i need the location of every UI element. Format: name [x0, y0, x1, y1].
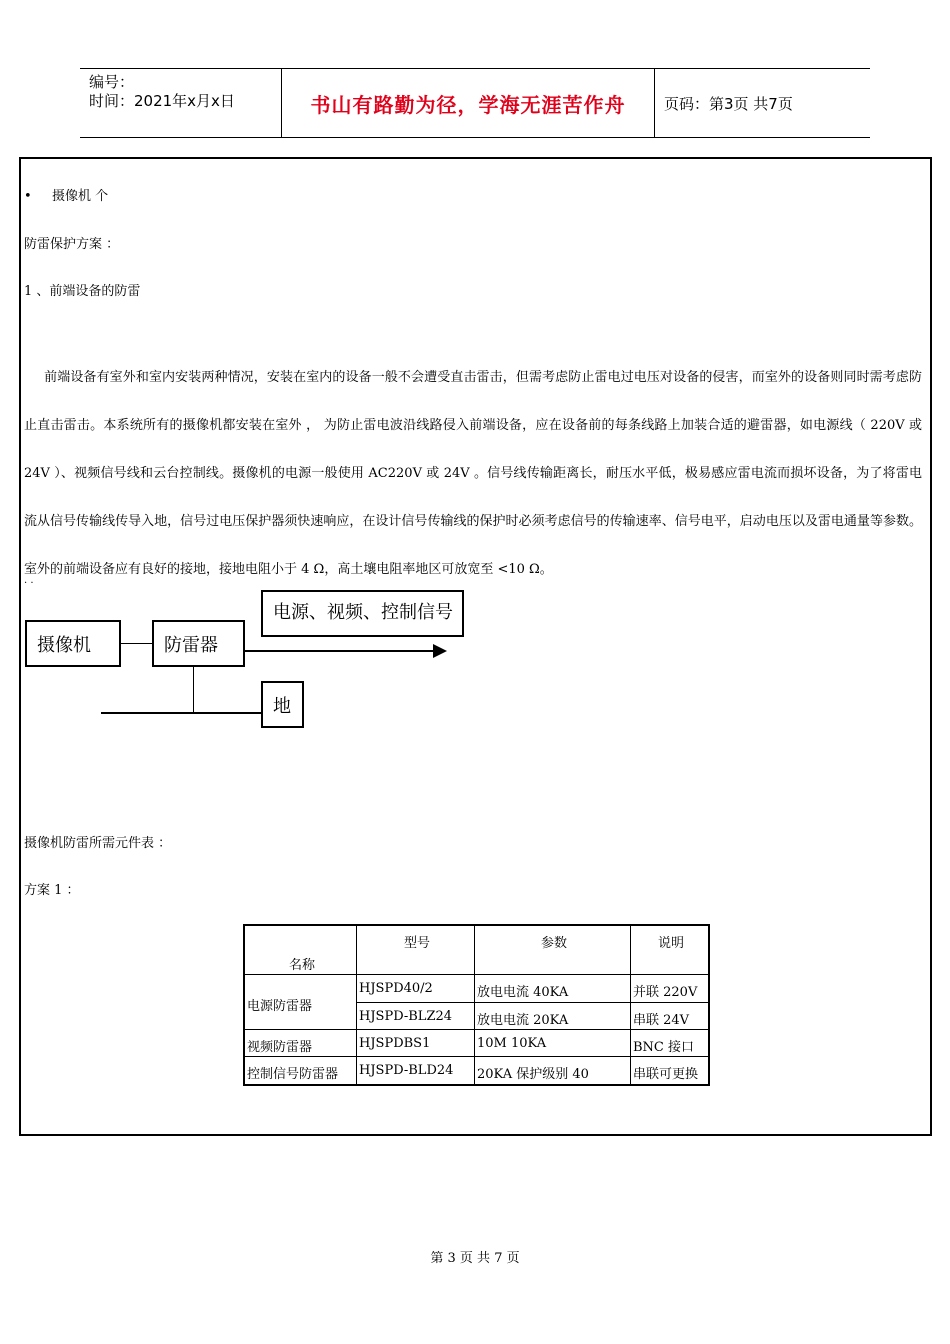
- table-cell: 10M 10KA: [477, 1036, 547, 1051]
- table-cell: 视频防雷器: [247, 1040, 313, 1055]
- table-header: 参数: [541, 936, 568, 951]
- camera-arrester-line: [121, 643, 152, 644]
- content-frame: [19, 157, 932, 1136]
- doc-date: 时间：2021年x月x日: [89, 92, 235, 110]
- ground-box: 地: [261, 681, 304, 728]
- table-cell: 串联 24V: [633, 1013, 690, 1028]
- scheme-1-label: 方案 1 ：: [24, 883, 80, 898]
- ground-drop-line: [193, 667, 194, 712]
- scheme-title: 防雷保护方案 ：: [24, 237, 120, 252]
- table-cell: 并联 220V: [633, 985, 698, 1000]
- body-paragraph: [24, 354, 922, 594]
- table-header: 名称: [289, 958, 316, 973]
- table-cell: 20KA 保护级别 40: [477, 1067, 589, 1082]
- table-cell: 串联可更换: [633, 1067, 699, 1082]
- signals-box: 电源、视频、控制信号: [261, 590, 464, 637]
- components-table: [243, 924, 710, 1086]
- header-meta: [89, 73, 235, 111]
- table-cell: BNC 接口: [633, 1040, 695, 1055]
- bullet-item: 摄像机 个: [52, 189, 109, 204]
- table-cell: 控制信号防雷器: [247, 1067, 339, 1082]
- table-cell: HJSPD-BLD24: [359, 1063, 454, 1078]
- header-divider: [654, 69, 655, 137]
- table-header: 型号: [404, 936, 431, 951]
- arrow-head-icon: [433, 644, 447, 658]
- doc-number-label: 编号：: [89, 73, 135, 91]
- arrester-box: 防雷器: [152, 620, 245, 667]
- table-cell: 放电电流 20KA: [477, 1013, 569, 1028]
- bullet-char: •: [24, 189, 32, 204]
- stray-mark: . .: [24, 575, 34, 586]
- page-footer: 第 3 页 共 7 页: [430, 1251, 520, 1266]
- body-paragraph-text: 前端设备有室外和室内安装两种情况，安装在室内的设备一般不会遭受直击雷击，但需考虑防止雷电过电压对设备的侵害，而室外的设备则同时需考虑防止直击雷击。本系统所有的摄像机都安装在室外 ， 为防止雷电波沿线路侵入前端设备，应在设备前的每条线路上加装合适的避雷器，如电源线（ 220V 或 24V ）、视频信号线和云台控制线。摄像机的电源一般使用 AC220V 或 24V 。信号线传输距离长，耐压水平低，极易感应雷电流而损坏设备，为了将雷电流从信号传输线传导入地，信号过电压保护器须快速响应，在设计信号传输线的保护时必须考虑信号的传输速率、信号电平，启动电压以及雷电通量等参数。室外的前端设备应有良好的接地，接地电阻小于 4 Ω，高土壤电阻率地区可放宽至 <10 Ω。: [24, 370, 922, 577]
- components-title: 摄像机防雷所需元件表 ：: [24, 836, 172, 851]
- table-cell: HJSPD-BLZ24: [359, 1009, 453, 1024]
- header-page-info: 页码：第3页 共7页: [664, 95, 793, 113]
- table-cell: HJSPD40/2: [359, 981, 433, 996]
- page-header: [80, 68, 870, 138]
- table-header: 说明: [658, 936, 685, 951]
- camera-box: 摄像机: [25, 620, 121, 667]
- ground-line: [101, 712, 261, 714]
- header-motto: 书山有路勤为径，学海无涯苦作舟: [310, 92, 626, 117]
- table-cell: 电源防雷器: [247, 999, 313, 1014]
- signal-arrow-line: [245, 650, 435, 652]
- table-cell: HJSPDBS1: [359, 1036, 431, 1051]
- section-heading: 1 、前端设备的防雷: [24, 284, 141, 299]
- table-cell: 放电电流 40KA: [477, 985, 569, 1000]
